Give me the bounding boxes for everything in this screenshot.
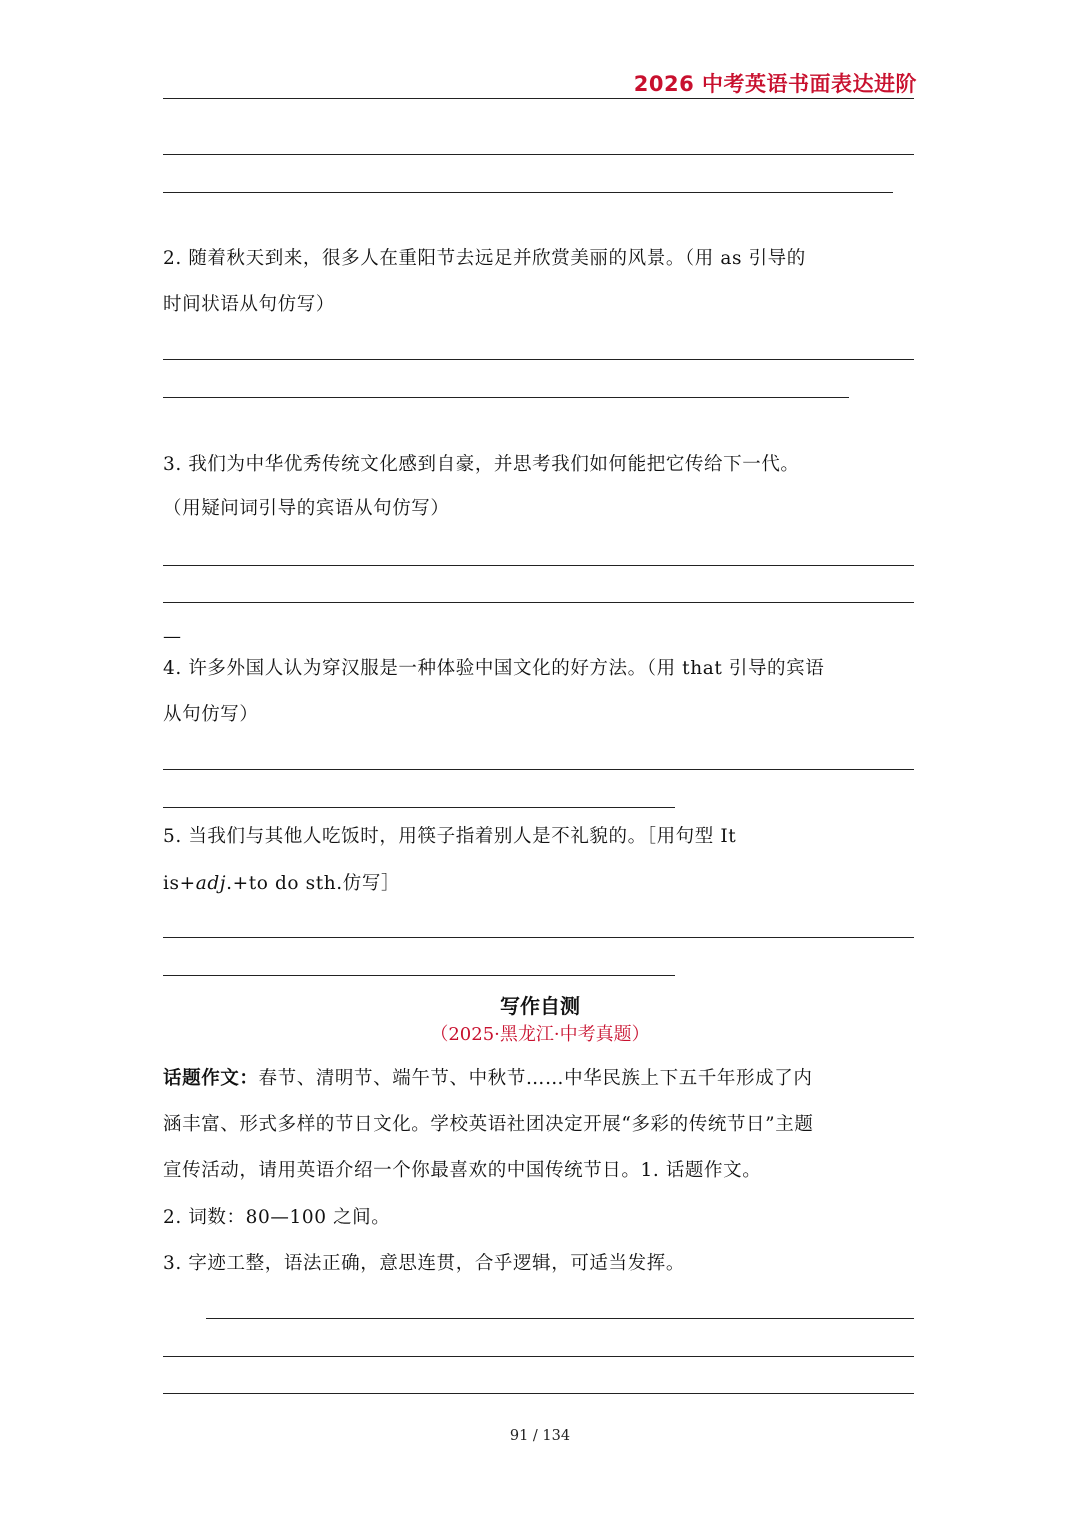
question-2-line-1: 2. 随着秋天到来，很多人在重阳节去远足并欣赏美丽的风景。（用 as 引导的	[163, 248, 806, 269]
header-rule	[163, 98, 914, 99]
answer-line[interactable]	[163, 1393, 914, 1394]
topic-text: 春节、清明节、端午节、中秋节……中华民族上下五千年形成了内	[258, 1068, 813, 1089]
answer-line[interactable]	[163, 937, 914, 938]
section-source: （2025·黑龙江·中考真题）	[430, 1024, 650, 1045]
answer-line[interactable]	[163, 975, 675, 976]
writing-paragraph-3: 宣传活动，请用英语介绍一个你最喜欢的中国传统节日。1. 话题作文。	[163, 1160, 762, 1181]
writing-paragraph-2: 涵丰富、形式多样的节日文化。学校英语社团决定开展“多彩的传统节日”主题	[163, 1114, 814, 1135]
answer-line[interactable]	[163, 397, 849, 398]
section-title: 写作自测	[500, 994, 580, 1018]
question-3-line-2: （用疑问词引导的宾语从句仿写）	[163, 498, 450, 519]
header-title: 2026 中考英语书面表达进阶	[633, 72, 917, 96]
topic-label: 话题作文：	[163, 1068, 259, 1089]
answer-line[interactable]	[163, 192, 893, 193]
question-5-line-1: 5. 当我们与其他人吃饭时，用筷子指着别人是不礼貌的。［用句型 It	[163, 826, 737, 847]
question-4-line-1: 4. 许多外国人认为穿汉服是一种体验中国文化的好方法。（用 that 引导的宾语	[163, 658, 825, 679]
question-3-line-1: 3. 我们为中华优秀传统文化感到自豪，并思考我们如何能把它传给下一代。	[163, 454, 800, 475]
writing-paragraph-1	[163, 1055, 812, 1102]
answer-line[interactable]	[163, 1356, 914, 1357]
requirement-2: 2. 词数：80—100 之间。	[163, 1207, 391, 1228]
requirement-3: 3. 字迹工整，语法正确，意思连贯，合乎逻辑，可适当发挥。	[163, 1253, 685, 1274]
question-2-line-2: 时间状语从句仿写）	[163, 294, 335, 315]
q5-adj: adj	[195, 873, 227, 894]
stray-dash: —	[163, 626, 181, 647]
answer-line[interactable]	[163, 807, 675, 808]
answer-line[interactable]	[163, 602, 914, 603]
question-4-line-2: 从句仿写）	[163, 704, 259, 725]
question-5-line-2	[163, 860, 400, 907]
answer-line[interactable]	[163, 769, 914, 770]
answer-line[interactable]	[163, 359, 914, 360]
page-number: 91 / 134	[509, 1428, 571, 1444]
answer-line[interactable]	[163, 565, 914, 566]
q5-suffix: .+to do sth.仿写］	[226, 873, 401, 894]
q5-prefix: is+	[163, 873, 196, 894]
answer-line[interactable]	[206, 1318, 914, 1319]
answer-line[interactable]	[163, 154, 914, 155]
